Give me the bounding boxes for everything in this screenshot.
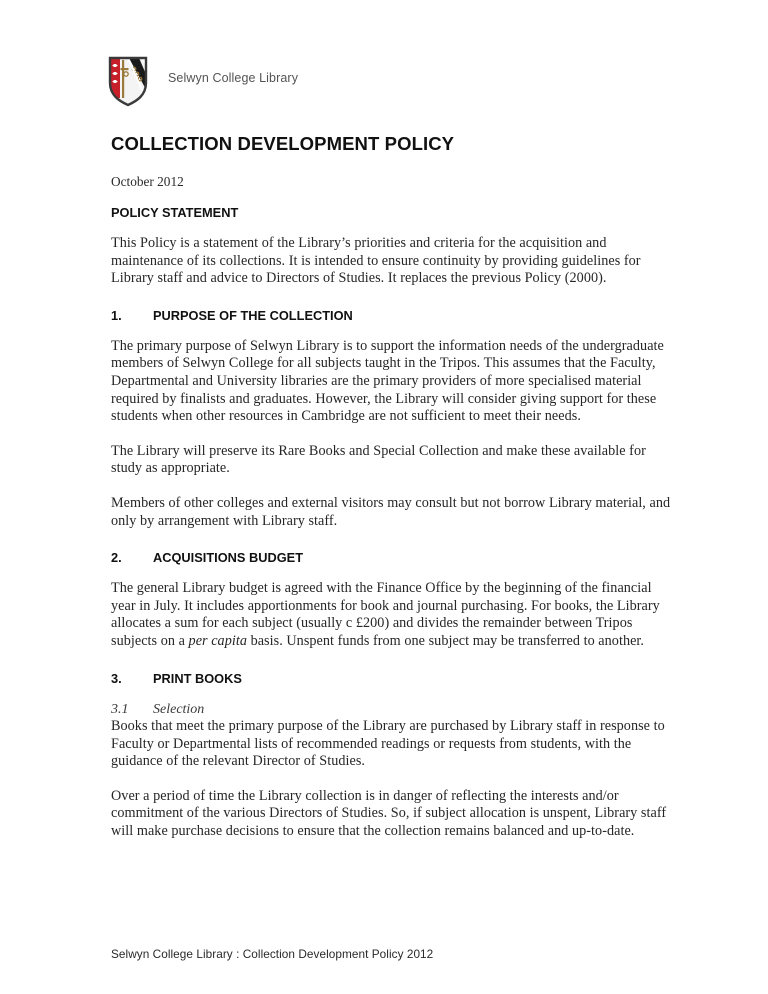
- header-title: Selwyn College Library: [168, 71, 299, 85]
- section-1-heading: [111, 308, 671, 324]
- italic-term: per capita: [188, 632, 247, 649]
- subsection-3-1-paragraph-1: Books that meet the primary purpose of the Library are purchased by Library staff in response to Faculty or Departmental lists of recommended readings or requests from students, with the guidance of the relevant Director of Studies.: [111, 718, 665, 770]
- document-body: [111, 133, 671, 841]
- subsection-3-1-heading: [111, 701, 671, 719]
- page-header: [107, 54, 298, 108]
- section-number: 3.: [111, 670, 122, 686]
- section-1-paragraph-1: The primary purpose of Selwyn Library is to support the information needs of the undergraduate members of Selwyn College for all subjects taught in the Tripos. This assumes that the Faculty, Departmental and University libraries are the primary providers of more specialised material required by finalists and graduates. However, the Library will consider giving support for these students when other resources in Cambridge are not sufficient to meet their needs.: [111, 337, 664, 425]
- policy-statement-heading: POLICY STATEMENT: [111, 205, 239, 220]
- document-date: October 2012: [111, 174, 184, 189]
- selwyn-college-shield-icon: [107, 55, 149, 107]
- section-title: PURPOSE OF THE COLLECTION: [153, 307, 353, 323]
- section-3-heading: [111, 671, 671, 687]
- section-title: PRINT BOOKS: [153, 670, 242, 686]
- section-2-heading: [111, 550, 671, 566]
- section-1-paragraph-2: The Library will preserve its Rare Books and Special Collection and make these available for study as appropriate.: [111, 442, 646, 477]
- subsection-3-1-paragraph-2: Over a period of time the Library collection is in danger of reflecting the interests and/or commitment of the various Directors of Studies. So, if subject allocation is unspent, Library staff will make purchase decisions to ensure that the collection remains balanced and up-to-date.: [111, 787, 667, 840]
- page-footer: Selwyn College Library : Collection Development Policy 2012: [111, 947, 434, 961]
- subsection-title: Selection: [153, 701, 205, 717]
- section-number: 2.: [111, 550, 122, 566]
- section-title: ACQUISITIONS BUDGET: [153, 550, 304, 566]
- section-1-paragraph-3: Members of other colleges and external visitors may consult but not borrow Library material, and only by arrangement with Library staff.: [111, 494, 671, 529]
- policy-statement-paragraph: This Policy is a statement of the Library’s priorities and criteria for the acquisition and maintenance of its collections. It is intended to ensure continuity by providing guidelines for Library staff and advice to Directors of Studies. It replaces the previous Policy (2000).: [111, 235, 641, 287]
- section-2-paragraph: The general Library budget is agreed with the Finance Office by the beginning of the financial year in July. It includes apportionments for book and journal purchasing. For books, the Library allocates a sum for each subject (usually c £200) and divides the remainder between Tripos subjects on a per capita basis. Unspent funds from one subject may be transferred to another.: [111, 580, 660, 649]
- section-number: 1.: [111, 307, 122, 323]
- subsection-number: 3.1: [111, 701, 129, 717]
- document-title: COLLECTION DEVELOPMENT POLICY: [111, 133, 455, 154]
